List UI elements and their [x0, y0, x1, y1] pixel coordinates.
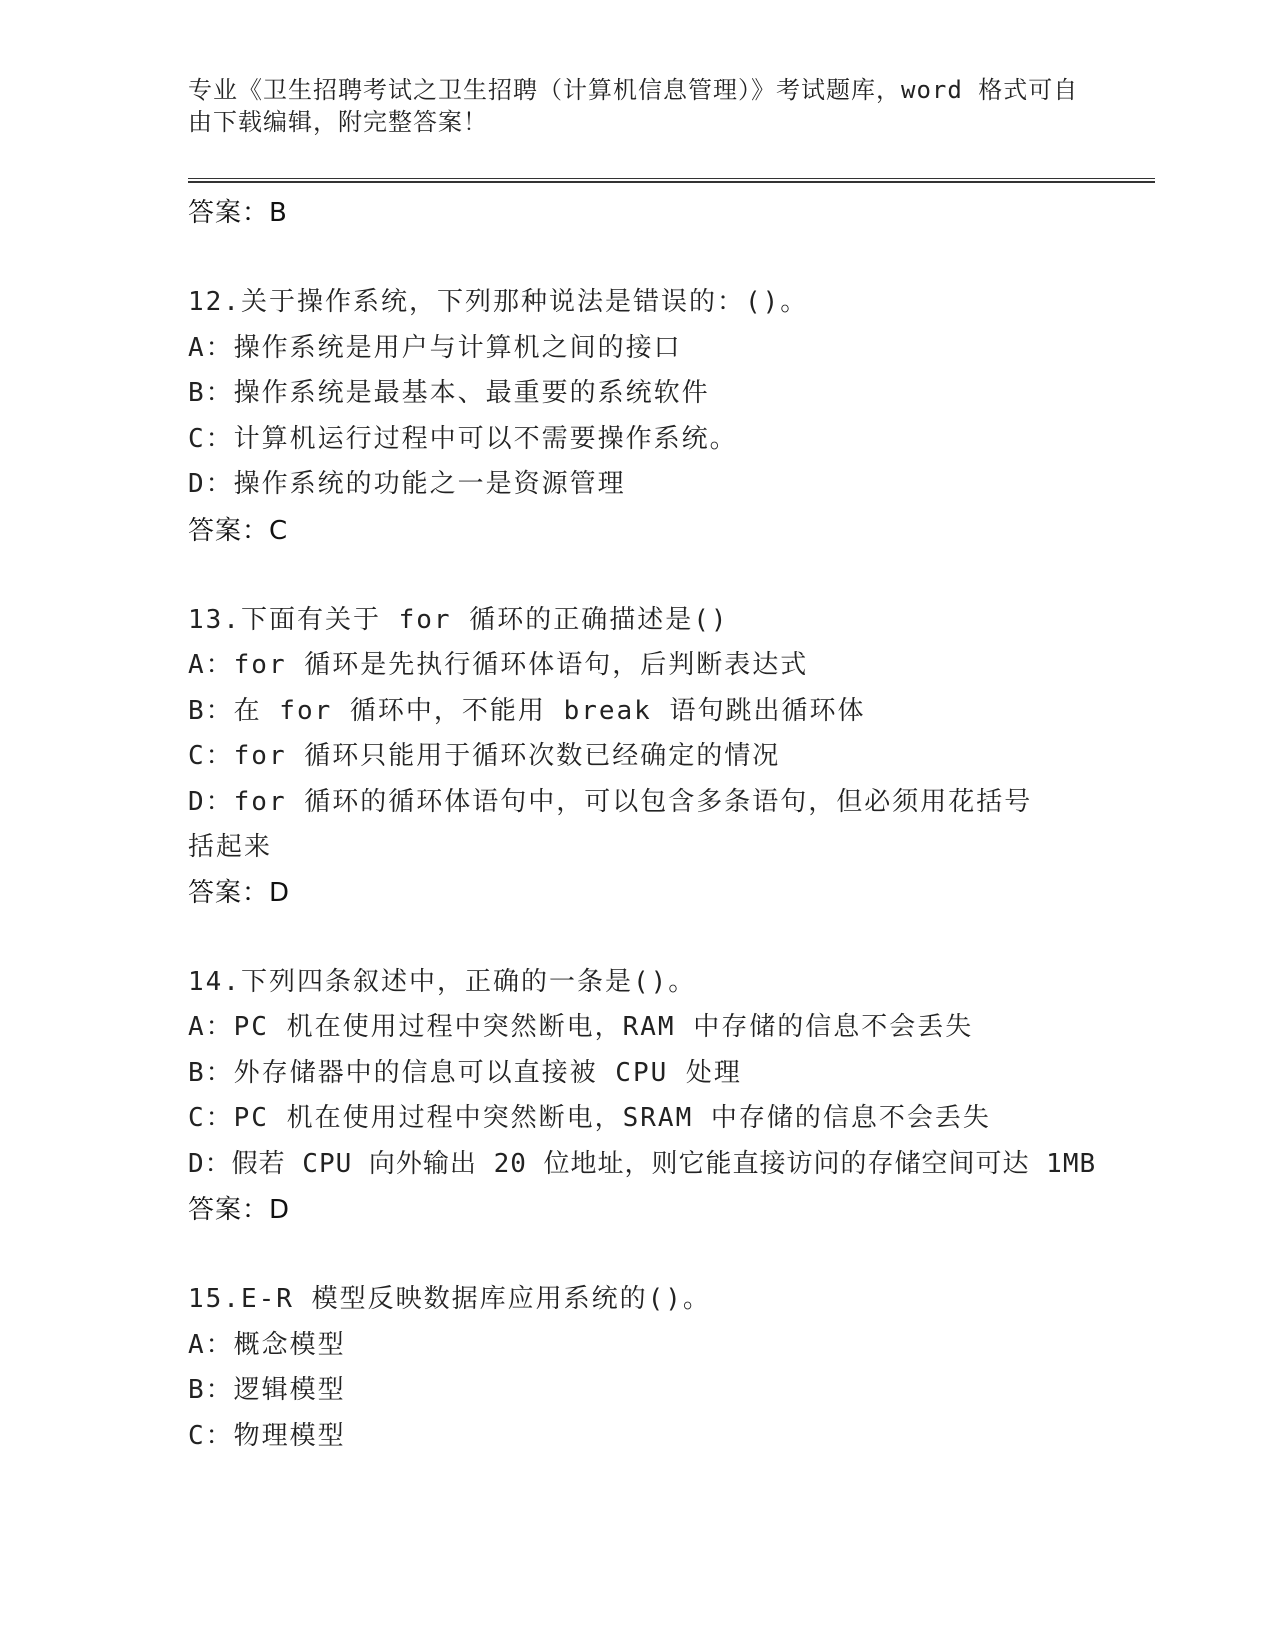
option-c: C：计算机运行过程中可以不需要操作系统。 [188, 423, 738, 454]
option-b: B：外存储器中的信息可以直接被 CPU 处理 [188, 1057, 742, 1088]
document-header [188, 74, 1088, 138]
answer-line: 答案：C [188, 515, 289, 546]
question-title: 15.E-R 模型反映数据库应用系统的()。 [188, 1284, 711, 1314]
header-divider [188, 178, 1155, 183]
answer-line: 答案：D [188, 1195, 291, 1225]
option-d: D：操作系统的功能之一是资源管理 [188, 469, 626, 499]
option-a: A：PC 机在使用过程中突然断电，RAM 中存储的信息不会丢失 [188, 1012, 974, 1042]
question-item [188, 598, 1148, 916]
option-d: D：假若 CPU 向外输出 20 位地址，则它能直接访问的存储空间可达 1MB [188, 1148, 1097, 1179]
header-intro-text: 专业《卫生招聘考试之卫生招聘（计算机信息管理）》考试题库，word 格式可自由下载编辑，附完整答案！ [188, 76, 1079, 136]
question-title: 13.下面有关于 for 循环的正确描述是() [188, 604, 729, 635]
option-d: D：for 循环的循环体语句中，可以包含多条语句，但必须用花括号括起来 [188, 786, 1033, 862]
option-b: B：操作系统是最基本、最重要的系统软件 [188, 378, 710, 408]
question-item [188, 1277, 1148, 1459]
answer-line: 答案：D [188, 877, 291, 908]
question-item [188, 280, 1148, 554]
option-a: A：for 循环是先执行循环体语句，后判断表达式 [188, 650, 809, 680]
option-a: A：概念模型 [188, 1329, 346, 1360]
option-c: C：for 循环只能用于循环次数已经确定的情况 [188, 741, 781, 771]
option-b: B：逻辑模型 [188, 1375, 346, 1405]
question-item [188, 960, 1148, 1234]
option-c: C：PC 机在使用过程中突然断电，SRAM 中存储的信息不会丢失 [188, 1103, 991, 1133]
answer-line: 答案：B [188, 198, 288, 228]
option-b: B：在 for 循环中，不能用 break 语句跳出循环体 [188, 695, 866, 726]
question-title: 14.下列四条叙述中，正确的一条是()。 [188, 966, 697, 997]
question-list [188, 190, 1148, 1459]
option-c: C：物理模型 [188, 1420, 346, 1451]
option-a: A：操作系统是用户与计算机之间的接口 [188, 332, 682, 363]
question-title: 12.关于操作系统，下列那种说法是错误的：()。 [188, 287, 809, 317]
